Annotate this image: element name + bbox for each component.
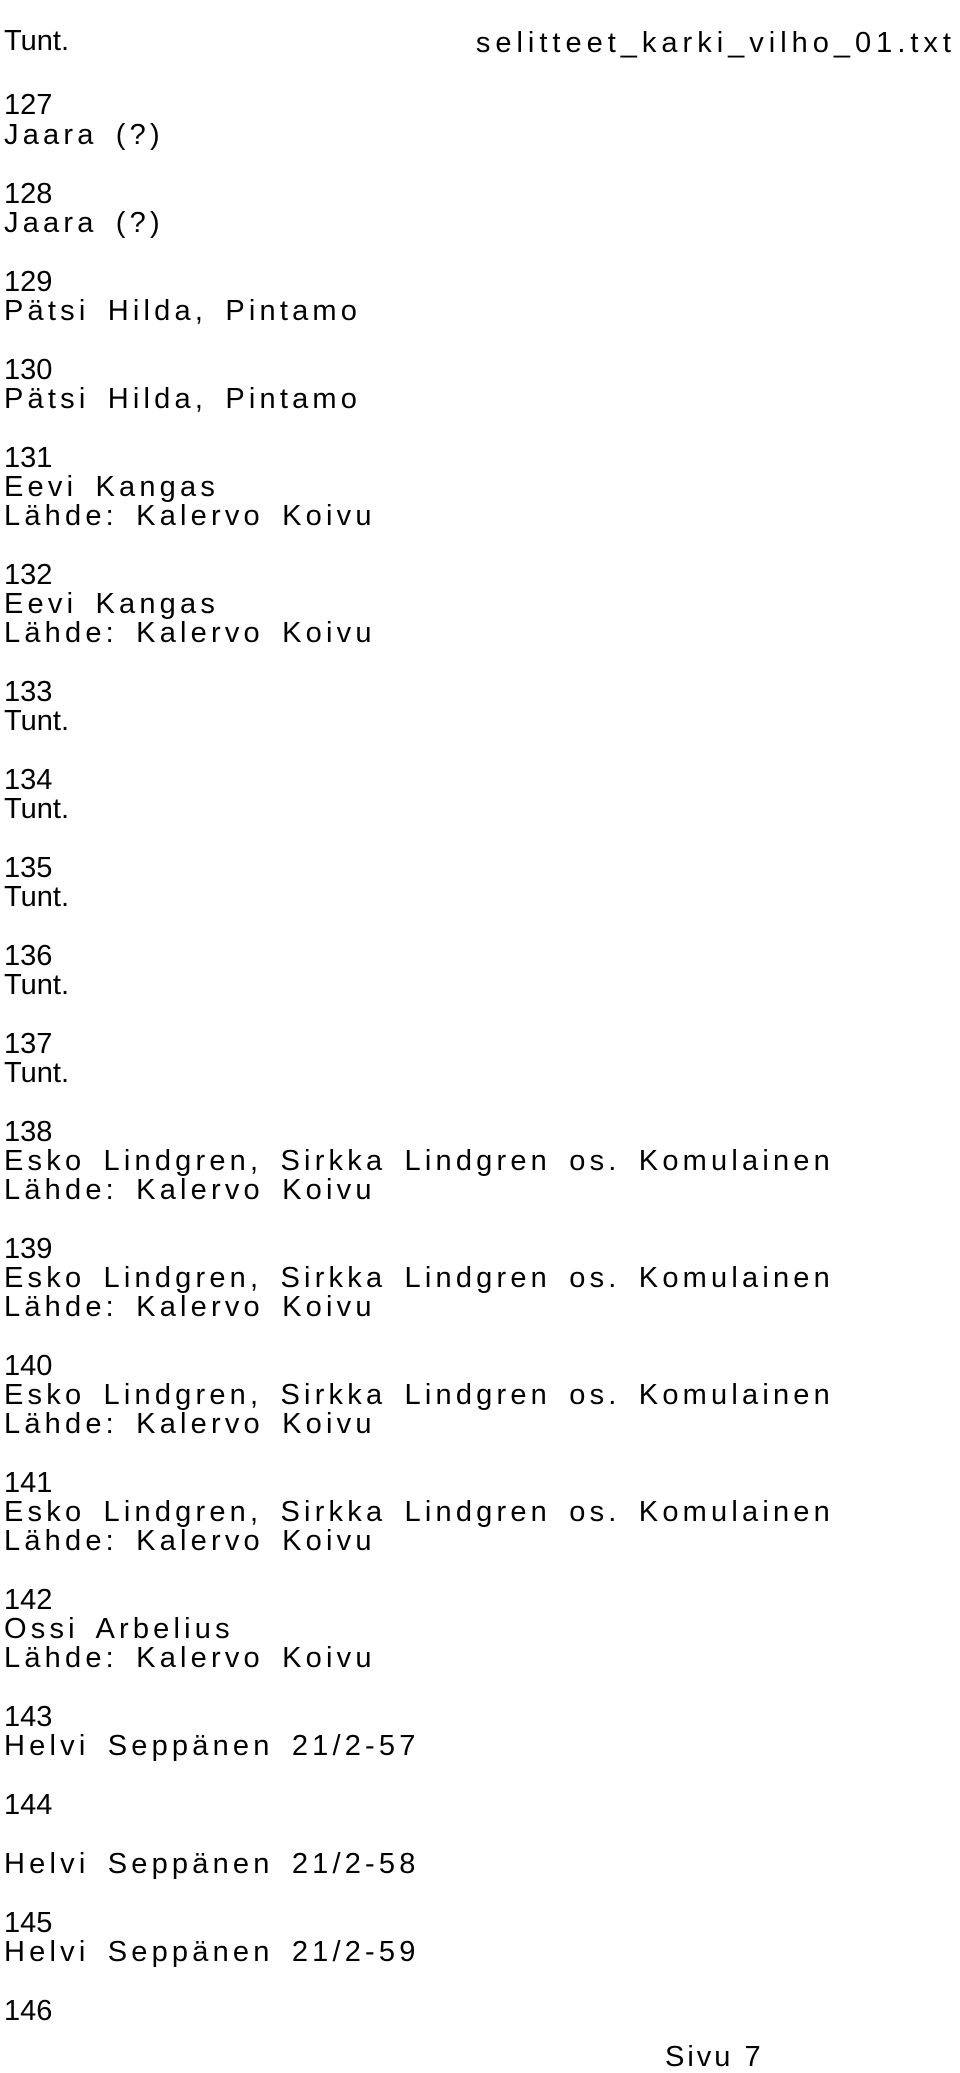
entry-reference: Lähde: Kalervo Koivu: [4, 1408, 376, 1440]
line-tunt: Tunt.: [4, 25, 70, 57]
entry-number: 141: [4, 1467, 53, 1499]
entry-number: 146: [4, 1995, 53, 2027]
entry-source: Pätsi Hilda, Pintamo: [4, 383, 362, 415]
entry-source: Jaara (?): [4, 119, 164, 151]
entry-reference: Lähde: Kalervo Koivu: [4, 1642, 376, 1674]
entry-number: 144: [4, 1789, 53, 1821]
entry-reference: Lähde: Kalervo Koivu: [4, 1525, 376, 1557]
entry-reference: Lähde: Kalervo Koivu: [4, 1174, 376, 1206]
entry-number: 138: [4, 1116, 53, 1148]
entry-reference: Lähde: Kalervo Koivu: [4, 617, 376, 649]
entry-number: 128: [4, 178, 53, 210]
entry-number: 134: [4, 764, 53, 796]
entry-source: Helvi Seppänen 21/2-57: [4, 1730, 420, 1762]
entry-source: Pätsi Hilda, Pintamo: [4, 295, 362, 327]
entry-number: 127: [4, 89, 53, 121]
entry-source: Ossi Arbelius: [4, 1613, 234, 1645]
file-title: selitteet_karki_vilho_01.txt: [475, 27, 956, 59]
entry-source: Helvi Seppänen 21/2-58: [4, 1848, 420, 1880]
entry-number: 136: [4, 940, 53, 972]
entry-source: Esko Lindgren, Sirkka Lindgren os. Komulainen: [4, 1496, 834, 1528]
entry-number: 139: [4, 1233, 53, 1265]
entry-number: 140: [4, 1350, 53, 1382]
entry-source: Esko Lindgren, Sirkka Lindgren os. Komulainen: [4, 1262, 834, 1294]
entry-number: 129: [4, 266, 53, 298]
entry-source: Tunt.: [4, 1057, 70, 1089]
entry-source: Esko Lindgren, Sirkka Lindgren os. Komulainen: [4, 1145, 834, 1177]
entry-source: Helvi Seppänen 21/2-59: [4, 1936, 420, 1968]
entry-reference: Lähde: Kalervo Koivu: [4, 500, 376, 532]
page-number: Sivu 7: [665, 2041, 764, 2073]
entry-number: 135: [4, 852, 53, 884]
entry-source: Esko Lindgren, Sirkka Lindgren os. Komulainen: [4, 1379, 834, 1411]
entry-source: Tunt.: [4, 705, 70, 737]
entry-number: 137: [4, 1028, 53, 1060]
entry-number: 132: [4, 559, 53, 591]
entry-source: Eevi Kangas: [4, 471, 220, 503]
entry-source: Tunt.: [4, 881, 70, 913]
entry-number: 143: [4, 1701, 53, 1733]
entry-number: 131: [4, 442, 53, 474]
entry-reference: Lähde: Kalervo Koivu: [4, 1291, 376, 1323]
entry-source: Tunt.: [4, 793, 70, 825]
entry-source: Eevi Kangas: [4, 588, 220, 620]
entry-number: 133: [4, 676, 53, 708]
entry-number: 130: [4, 354, 53, 386]
entry-source: Jaara (?): [4, 207, 164, 239]
entry-number: 142: [4, 1584, 53, 1616]
entry-number: 145: [4, 1907, 53, 1939]
entry-source: Tunt.: [4, 969, 70, 1001]
